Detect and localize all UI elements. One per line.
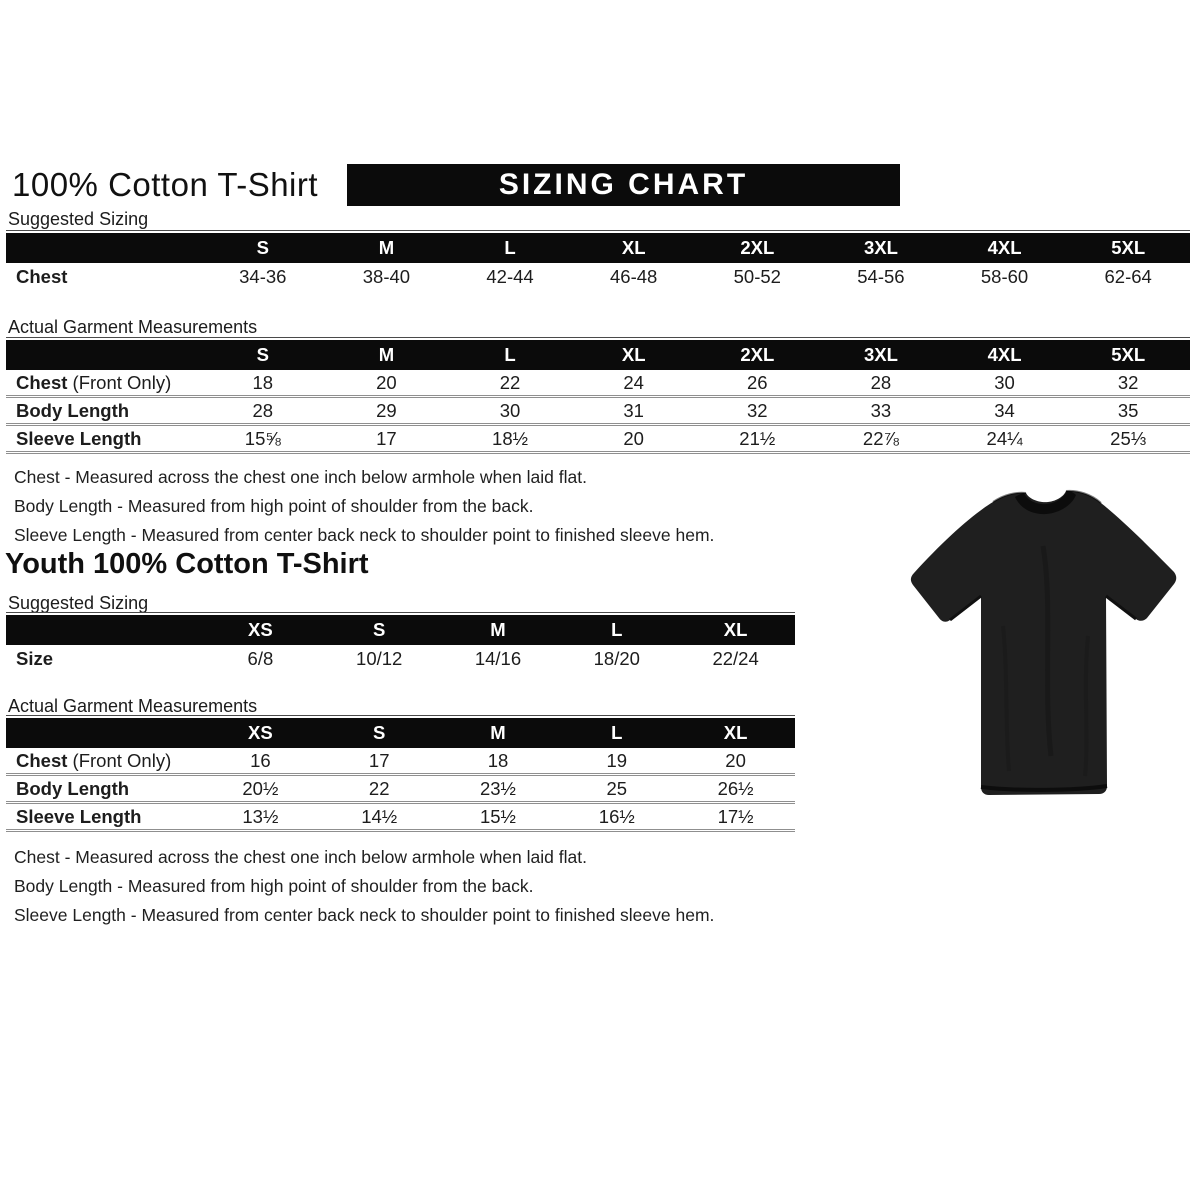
column-header: M — [490, 722, 506, 743]
value-cell: 21½ — [739, 427, 776, 449]
table-row — [6, 370, 1190, 398]
row-label: Body Length — [16, 777, 130, 799]
column-header: 5XL — [1111, 344, 1146, 365]
measurement-note: Body Length - Measured from high point of shoulder from the back. — [14, 496, 534, 516]
row-label: Body Length — [16, 399, 130, 421]
value-cell: 10/12 — [356, 648, 403, 669]
column-header: XS — [248, 619, 273, 640]
measurement-note: Body Length - Measured from high point of shoulder from the back. — [14, 876, 534, 896]
value-cell: 22 — [368, 777, 390, 799]
value-cell: 28 — [252, 399, 274, 421]
value-cell: 33 — [870, 399, 892, 421]
adult-suggested-sizing-table — [6, 233, 1190, 291]
column-header: XL — [723, 722, 748, 743]
table-header-row — [6, 340, 1190, 370]
column-header: 4XL — [987, 237, 1022, 258]
measurement-note: Sleeve Length - Measured from center back neck to shoulder point to finished sleeve hem. — [14, 905, 715, 925]
value-cell: 24 — [623, 371, 644, 393]
youth-measurement-notes — [14, 843, 714, 930]
value-cell: 58-60 — [980, 266, 1029, 287]
value-cell: 14/16 — [474, 648, 522, 669]
divider — [6, 715, 795, 716]
youth-actual-measurements-label: Actual Garment Measurements — [8, 696, 258, 716]
table-row — [6, 263, 1190, 291]
column-header: L — [611, 619, 623, 640]
table-header-row — [6, 718, 795, 748]
value-cell: 23½ — [479, 777, 516, 799]
row-label: Chest — [16, 266, 68, 287]
youth-actual-measurements-table — [6, 718, 795, 832]
youth-section-title: Youth 100% Cotton T-Shirt — [5, 548, 369, 580]
value-cell: 6/8 — [247, 648, 274, 669]
table-row — [6, 426, 1190, 454]
table-row — [6, 748, 795, 776]
tshirt-image — [893, 486, 1195, 816]
banner-text: SIZING CHART — [498, 168, 749, 201]
value-cell: 29 — [376, 399, 397, 421]
value-cell: 17½ — [717, 805, 754, 827]
column-header: M — [378, 237, 395, 258]
row-label: Size — [16, 648, 54, 669]
value-cell: 31 — [623, 399, 644, 421]
value-cell: 34-36 — [239, 266, 287, 287]
value-cell: 15⅝ — [244, 427, 281, 449]
value-cell: 20 — [725, 749, 746, 771]
divider — [6, 230, 1190, 231]
value-cell: 25⅓ — [1110, 427, 1147, 449]
column-header: 5XL — [1111, 237, 1146, 258]
table-row — [6, 645, 795, 673]
value-cell: 19 — [606, 749, 628, 771]
page-title: 100% Cotton T-Shirt — [12, 166, 319, 203]
value-cell: 16½ — [598, 805, 635, 827]
divider — [6, 337, 1190, 338]
value-cell: 26 — [747, 371, 768, 393]
column-header: 3XL — [863, 237, 898, 258]
value-cell: 32 — [1117, 371, 1139, 393]
column-header: 2XL — [740, 344, 775, 365]
value-cell: 15½ — [479, 805, 516, 827]
column-header: 2XL — [740, 237, 775, 258]
value-cell: 22/24 — [712, 648, 759, 669]
table-header-row — [6, 615, 795, 645]
measurement-note: Chest - Measured across the chest one inch below armhole when laid flat. — [14, 847, 587, 867]
value-cell: 30 — [499, 399, 521, 421]
row-label: Chest (Front Only) — [16, 749, 172, 771]
value-cell: 32 — [747, 399, 768, 421]
value-cell: 38-40 — [362, 266, 411, 287]
value-cell: 20 — [623, 427, 644, 449]
column-header: XL — [621, 237, 646, 258]
column-header: S — [373, 619, 386, 640]
value-cell: 13½ — [242, 805, 279, 827]
column-header: L — [504, 237, 516, 258]
column-header: L — [611, 722, 623, 743]
column-header: S — [373, 722, 386, 743]
row-label: Sleeve Length — [16, 805, 142, 827]
value-cell: 20½ — [242, 777, 279, 799]
column-header: L — [504, 344, 516, 365]
value-cell: 14½ — [361, 805, 398, 827]
adult-measurement-notes — [14, 463, 714, 550]
table-row — [6, 776, 795, 804]
value-cell: 30 — [994, 371, 1015, 393]
value-cell: 18/20 — [593, 648, 640, 669]
table-header-row — [6, 233, 1190, 263]
youth-suggested-sizing-label: Suggested Sizing — [8, 593, 149, 613]
value-cell: 35 — [1117, 399, 1139, 421]
value-cell: 42-44 — [486, 266, 534, 287]
value-cell: 17 — [368, 749, 390, 771]
table-row — [6, 398, 1190, 426]
value-cell: 18 — [487, 749, 509, 771]
row-label: Sleeve Length — [16, 427, 142, 449]
value-cell: 16 — [250, 749, 271, 771]
column-header: XL — [723, 619, 748, 640]
youth-suggested-sizing-table — [6, 615, 795, 673]
value-cell: 46-48 — [610, 266, 658, 287]
value-cell: 62-64 — [1104, 266, 1152, 287]
black-tshirt-graphic — [893, 486, 1195, 816]
column-header: 4XL — [987, 344, 1022, 365]
value-cell: 20 — [376, 371, 397, 393]
value-cell: 22⅞ — [862, 427, 899, 449]
value-cell: 17 — [376, 427, 397, 449]
column-header: M — [378, 344, 395, 365]
value-cell: 26½ — [717, 777, 754, 799]
value-cell: 25 — [606, 777, 628, 799]
column-header: 3XL — [863, 344, 898, 365]
value-cell: 34 — [994, 399, 1015, 421]
column-header: S — [256, 237, 269, 258]
value-cell: 50-52 — [733, 266, 781, 287]
column-header: XS — [248, 722, 273, 743]
value-cell: 54-56 — [857, 266, 905, 287]
column-header: S — [256, 344, 269, 365]
value-cell: 28 — [870, 371, 892, 393]
adult-actual-measurements-label: Actual Garment Measurements — [8, 317, 258, 337]
divider — [6, 612, 795, 613]
measurement-note: Chest - Measured across the chest one inch below armhole when laid flat. — [14, 467, 587, 487]
table-row — [6, 804, 795, 832]
value-cell: 18½ — [492, 427, 529, 449]
row-label: Chest (Front Only) — [16, 371, 172, 393]
value-cell: 24¼ — [986, 427, 1023, 449]
sizing-chart-banner — [347, 164, 900, 206]
value-cell: 22 — [499, 371, 521, 393]
adult-suggested-sizing-label: Suggested Sizing — [8, 209, 149, 229]
value-cell: 18 — [252, 371, 274, 393]
adult-actual-measurements-table — [6, 340, 1190, 454]
column-header: XL — [621, 344, 646, 365]
measurement-note: Sleeve Length - Measured from center back neck to shoulder point to finished sleeve hem. — [14, 525, 715, 545]
column-header: M — [490, 619, 506, 640]
